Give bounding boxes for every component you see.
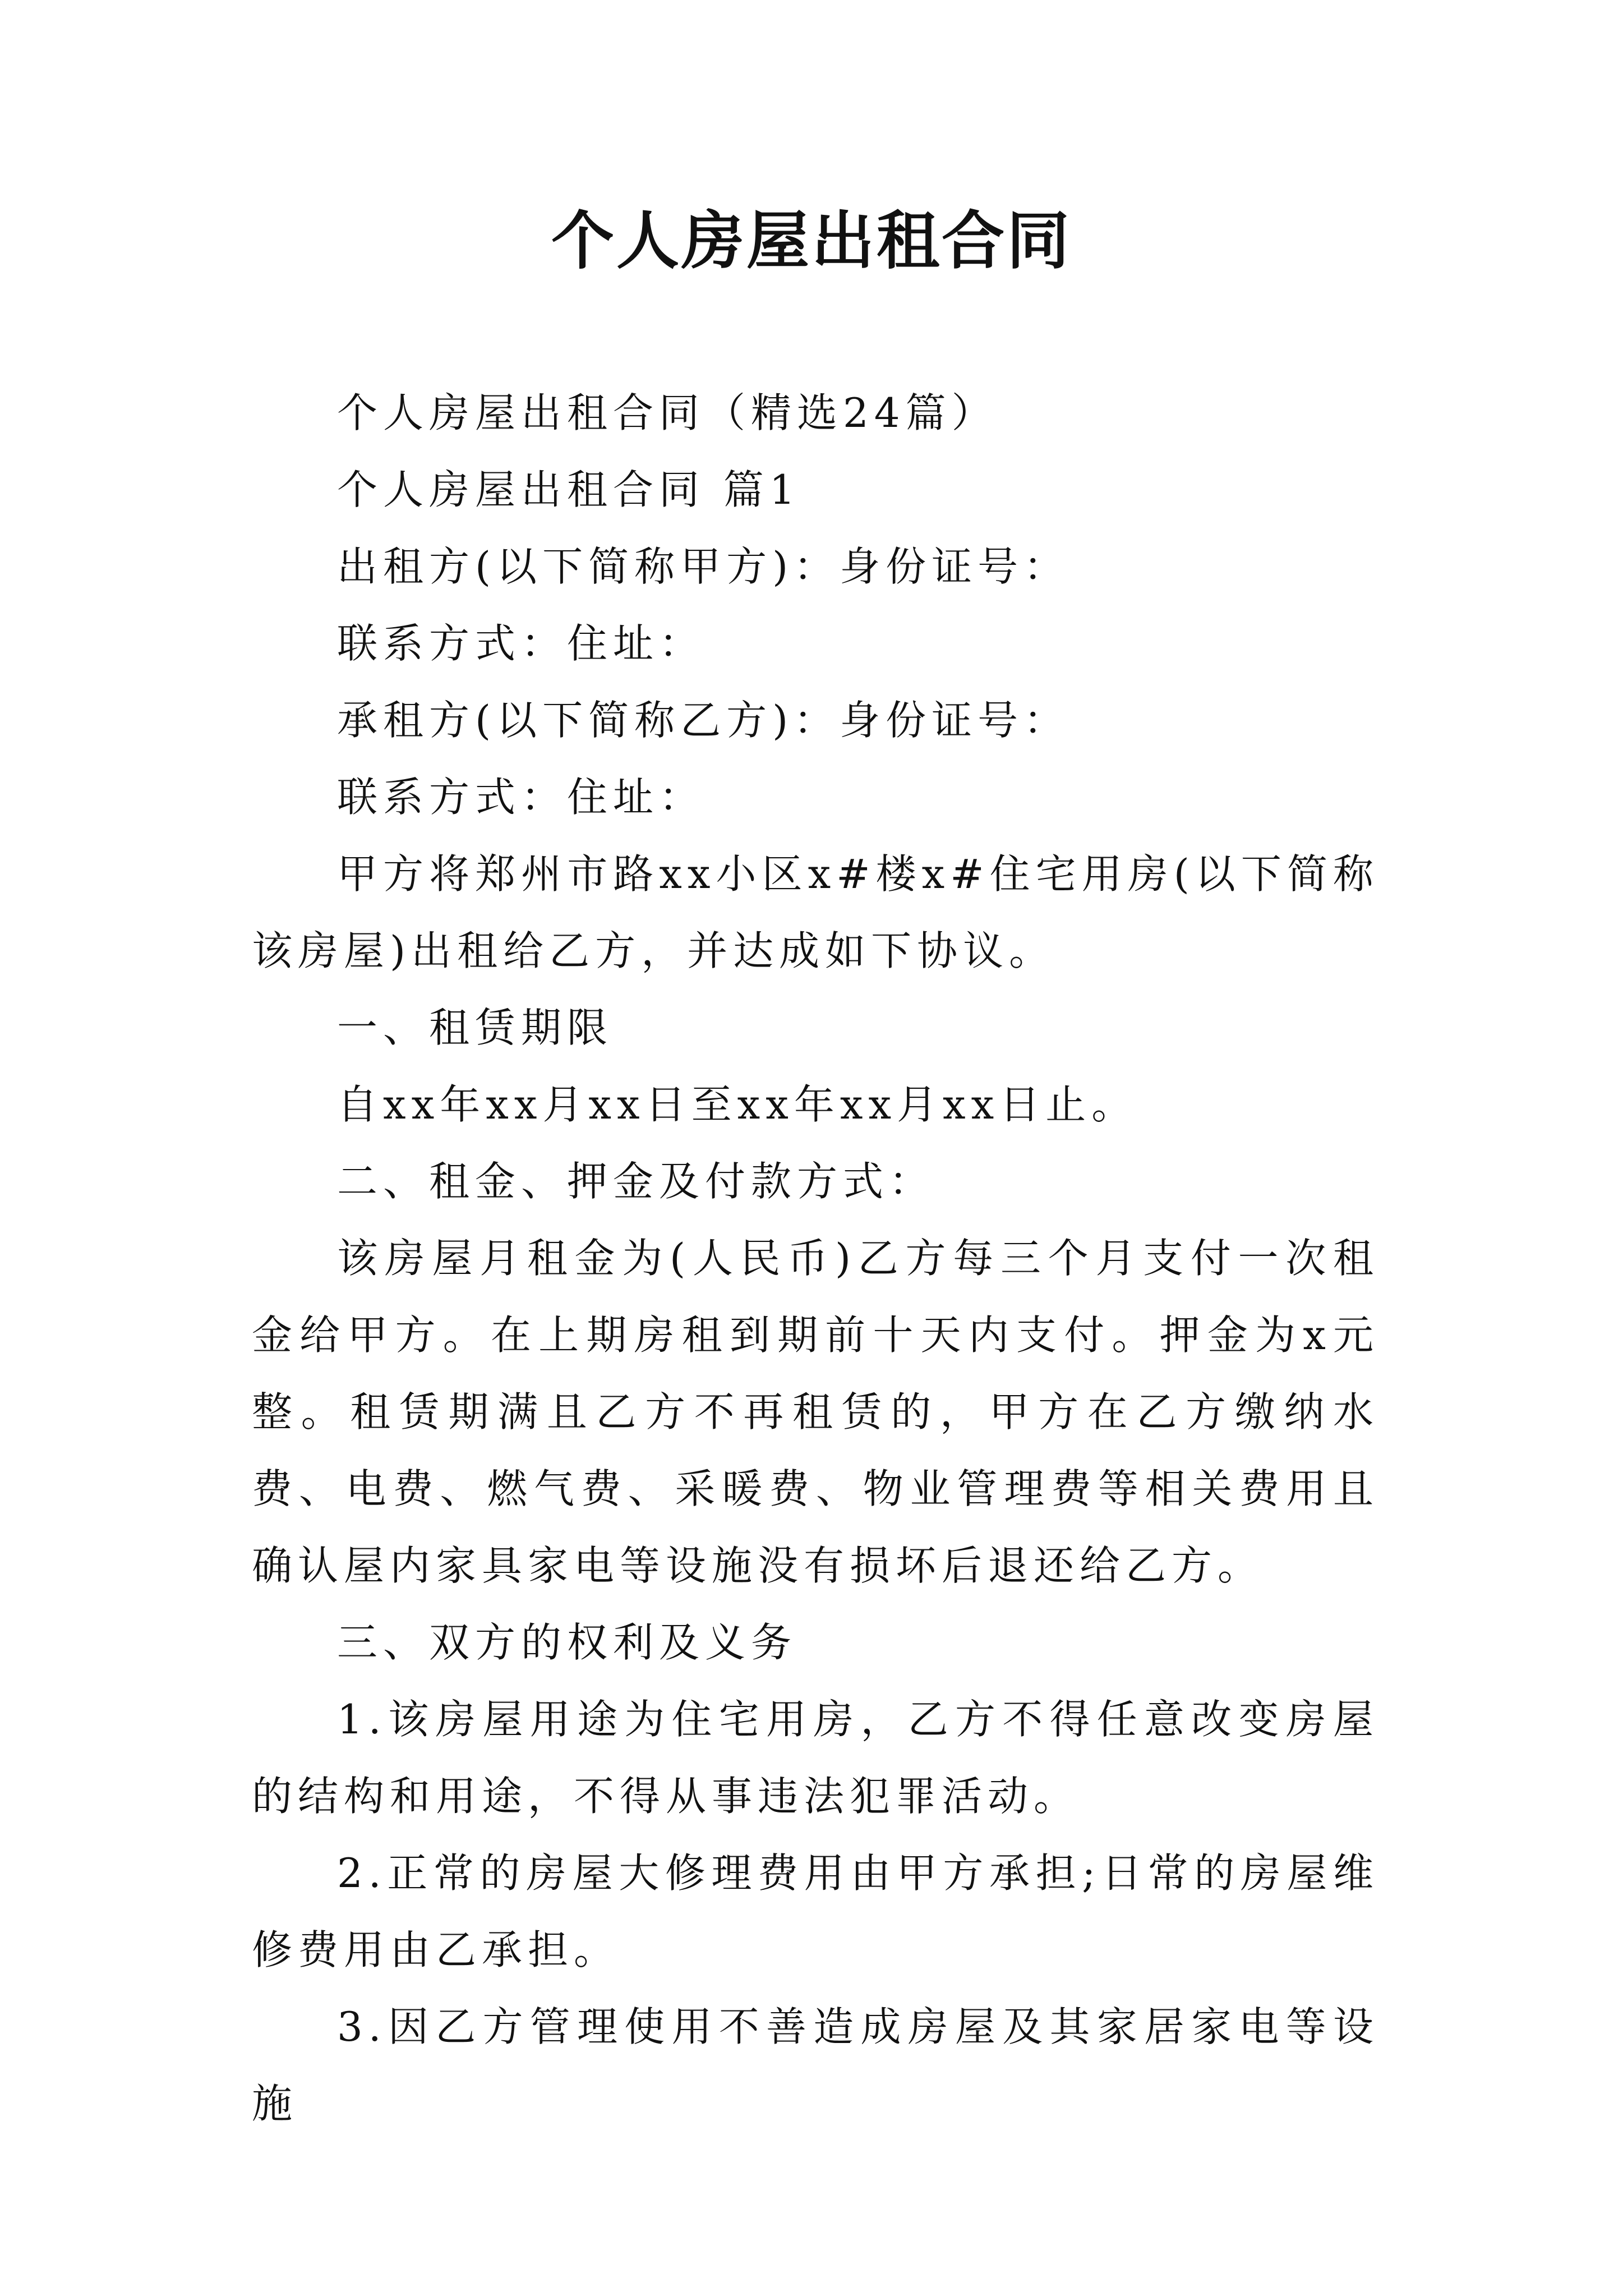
paragraph-clause-3: 3.因乙方管理使用不善造成房屋及其家居家电等设施 <box>252 2003 1379 2127</box>
paragraph-lessor-contact: 联系方式：住址： <box>337 620 706 667</box>
document-title: 个人房屋出租合同 <box>551 204 1072 278</box>
paragraph-term: 自xx年xx月xx日至xx年xx月xx日止。 <box>337 1081 1138 1128</box>
paragraph-lessee: 承租方(以下简称乙方)：身份证号： <box>337 697 1070 744</box>
paragraph-rent: 该房屋月租金为(人民币)乙方每三个月支付一次租金给甲方。在上期房租到期前十天内支付。押金为x元整。租赁期满且乙方不再租赁的，甲方在乙方缴纳水费、电费、燃气费、采暖费、物业管理费等相关费用且确认屋内家具家电等设施没有损坏后退还给乙方。 <box>252 1235 1379 1589</box>
paragraph-rent-heading: 二、租金、押金及付款方式： <box>337 1158 935 1205</box>
paragraph-lessor: 出租方(以下简称甲方)：身份证号： <box>337 543 1070 590</box>
document-body <box>252 375 1379 2142</box>
paragraph-term-heading: 一、租赁期限 <box>337 1004 614 1051</box>
paragraph-clause-2: 2.正常的房屋大修理费用由甲方承担;日常的房屋维修费用由乙承担。 <box>252 1849 1379 1973</box>
paragraph-section-heading: 个人房屋出租合同 篇1 <box>337 466 801 513</box>
paragraph-clause-1: 1.该房屋用途为住宅用房，乙方不得任意改变房屋的结构和用途，不得从事违法犯罪活动。 <box>252 1696 1379 1820</box>
paragraph-property: 甲方将郑州市路xx小区x#楼x#住宅用房(以下简称该房屋)出租给乙方，并达成如下协议。 <box>252 850 1379 974</box>
paragraph-lessee-contact: 联系方式：住址： <box>337 774 706 821</box>
paragraph-subtitle: 个人房屋出租合同（精选24篇） <box>337 389 998 436</box>
paragraph-rights-heading: 三、双方的权利及义务 <box>337 1619 797 1666</box>
